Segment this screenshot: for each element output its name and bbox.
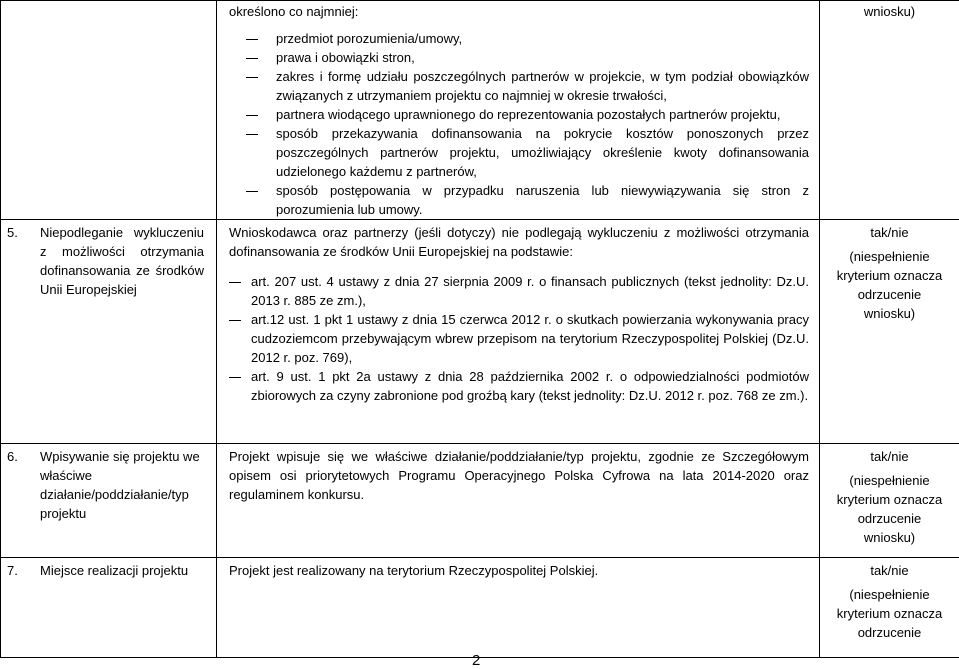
assessment-value: tak/nie: [822, 447, 957, 466]
list-item: art. 207 ust. 4 ustawy z dnia 27 sierpnia 2009 r. o finansach publicznych (tekst jednolity: Dz.U. 2013 r. 885 ze zm.),: [229, 272, 809, 310]
legal-basis-list: [229, 272, 809, 405]
description-cell: [217, 220, 820, 444]
page-number: 2: [472, 652, 480, 669]
assessment-cell: [820, 558, 959, 658]
assessment-note: wniosku): [822, 304, 957, 323]
assessment-note: odrzucenie: [822, 623, 957, 642]
assessment-cell: [820, 1, 959, 220]
criterion-cell: [1, 1, 217, 220]
assessment-cell: [820, 444, 959, 558]
assessment-value: tak/nie: [822, 561, 957, 580]
assessment-cell: [820, 220, 959, 444]
list-item: zakres i formę udziału poszczególnych partnerów w projekcie, w tym podział obowiązków związanych z utrzymaniem projektu co najmniej w okresie trwałości,: [229, 67, 809, 105]
assessment-value: tak/nie: [822, 223, 957, 242]
table-row: [1, 558, 959, 658]
list-item: sposób postępowania w przypadku naruszenia lub niewywiązywania się stron z porozumienia lub umowy.: [229, 181, 809, 219]
assessment-note: (niespełnienie: [822, 247, 957, 266]
list-item: art. 9 ust. 1 pkt 2a ustawy z dnia 28 października 2002 r. o odpowiedzialności podmiotów zbiorowych za czyny zabronione pod groźbą kary (tekst jednolity: Dz.U. 2012 r. poz. 768 ze zm.).: [229, 367, 809, 405]
assessment-note: odrzucenie: [822, 509, 957, 528]
table-row: [1, 1, 959, 220]
table-row: [1, 444, 959, 558]
criterion-number: 5.: [7, 223, 18, 242]
assessment-note: kryterium oznacza: [822, 266, 957, 285]
criterion-name: Niepodleganie wykluczeniu z możliwości otrzymania dofinansowania ze środków Unii Europejskiej: [40, 223, 204, 299]
assessment-note: (niespełnienie: [822, 585, 957, 604]
assessment-note: (niespełnienie: [822, 471, 957, 490]
list-item: prawa i obowiązki stron,: [229, 48, 809, 67]
criterion-number: 6.: [7, 447, 18, 466]
criterion-cell: [1, 558, 217, 658]
criterion-cell: [1, 220, 217, 444]
assessment-note: kryterium oznacza: [822, 490, 957, 509]
criterion-name: Wpisywanie się projektu we właściwe działanie/poddziałanie/typ projektu: [40, 447, 204, 523]
assessment-text: wniosku): [822, 1, 957, 21]
list-item: art.12 ust. 1 pkt 1 ustawy z dnia 15 czerwca 2012 r. o skutkach powierzania wykonywania pracy cudzoziemcom przebywającym wbrew przepisom na terytorium Rzeczypospolitej Polskiej (Dz.U. 2012 r. poz. 769),: [229, 310, 809, 367]
list-item: sposób przekazywania dofinansowania na pokrycie kosztów ponoszonych przez poszczególnych partnerów projektu, umożliwiający określenie kwoty dofinansowania udzielonego każdemu z partnerów,: [229, 124, 809, 181]
description-cell: [217, 558, 820, 658]
table-row: [1, 220, 959, 444]
description-cell: [217, 444, 820, 558]
list-item: przedmiot porozumienia/umowy,: [229, 29, 809, 48]
criterion-number: 7.: [7, 561, 18, 580]
description-text: Projekt jest realizowany na terytorium Rzeczypospolitej Polskiej.: [229, 561, 809, 580]
intro-text: określono co najmniej:: [229, 2, 809, 21]
criterion-cell: [1, 444, 217, 558]
list-item: partnera wiodącego uprawnionego do reprezentowania pozostałych partnerów projektu,: [229, 105, 809, 124]
assessment-note: kryterium oznacza: [822, 604, 957, 623]
criterion-name: Miejsce realizacji projektu: [40, 561, 204, 580]
assessment-note: wniosku): [822, 528, 957, 547]
requirement-list: [229, 29, 809, 219]
assessment-note: odrzucenie: [822, 285, 957, 304]
description-cell: [217, 1, 820, 220]
description-text: Projekt wpisuje się we właściwe działanie/poddziałanie/typ projektu, zgodnie ze Szczegółowym opisem osi priorytetowych Programu Operacyjnego Polska Cyfrowa na lata 2014-2020 oraz regulaminem konkursu.: [229, 447, 809, 504]
description-text: Wnioskodawca oraz partnerzy (jeśli dotyczy) nie podlegają wykluczeniu z możliwości otrzymania dofinansowania ze środków Unii Europejskiej na podstawie:: [229, 223, 809, 261]
